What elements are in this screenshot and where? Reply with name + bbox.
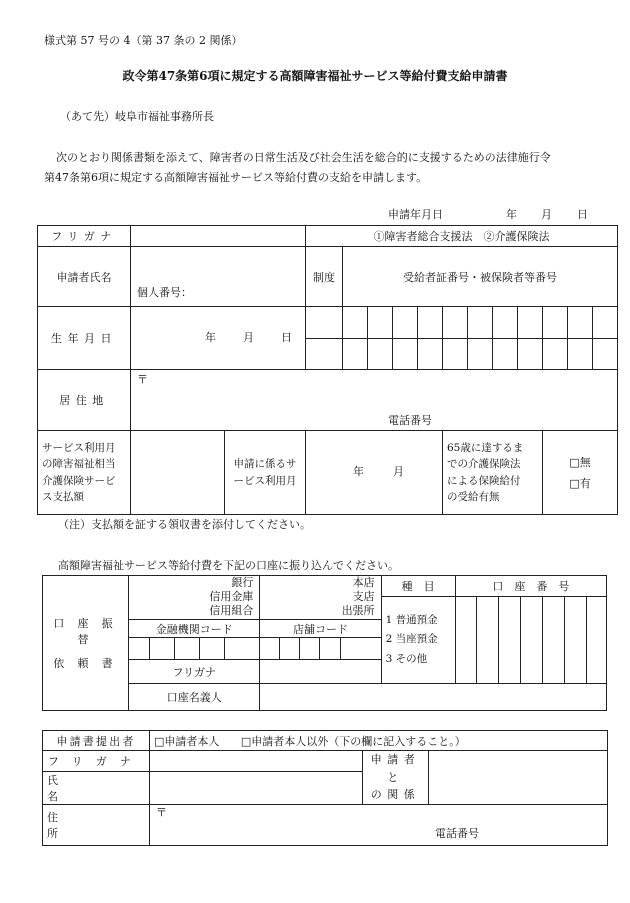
age65-label-line: による保険給付 bbox=[447, 474, 521, 487]
number-digit-cell[interactable] bbox=[368, 338, 393, 370]
submitter-name-label-text: 氏名 bbox=[47, 774, 120, 803]
service-month-year: 年 bbox=[353, 465, 364, 478]
institution-code-cell[interactable] bbox=[175, 638, 200, 660]
application-date-label: 申請年月日 bbox=[388, 208, 443, 221]
system-cell[interactable] bbox=[306, 338, 343, 370]
age65-label-line: の受給有無 bbox=[447, 490, 500, 503]
number-digit-cell[interactable] bbox=[393, 338, 418, 370]
number-digit-cell[interactable] bbox=[418, 338, 443, 370]
transfer-intro: 高額障害福祉サービス等給付費を下記の口座に振り込んでください。 bbox=[58, 559, 399, 572]
submitter-furigana-label: フリガナ bbox=[43, 751, 150, 772]
receipt-note: （注）支払額を証する領収書を添付してください。 bbox=[58, 518, 311, 531]
number-digit-cell[interactable] bbox=[468, 338, 493, 370]
option-yes-checkbox[interactable]: □有 bbox=[569, 476, 591, 490]
service-amount-label-line: の障害福祉相当 bbox=[42, 458, 116, 471]
service-month-field[interactable] bbox=[306, 431, 443, 515]
service-amount-label-line: 介護保険サービ bbox=[42, 474, 116, 487]
branch-code-cell[interactable] bbox=[340, 638, 381, 660]
number-digit-cell[interactable] bbox=[343, 307, 368, 339]
service-amount-label bbox=[38, 431, 131, 515]
branch-code-cell[interactable] bbox=[320, 638, 340, 660]
service-month-label bbox=[225, 431, 306, 515]
form-number: 様式第 57 号の 4（第 37 条の 2 関係） bbox=[44, 34, 243, 47]
age65-label-line: 65歳に達するま bbox=[447, 441, 524, 454]
recipient-number-label: 受給者証番号・被保険者等番号 bbox=[343, 247, 618, 307]
submitter-furigana-field[interactable] bbox=[150, 751, 363, 772]
submitter-self-checkbox[interactable]: □申請者本人 bbox=[154, 734, 220, 748]
furigana-label: フリガナ bbox=[38, 226, 131, 247]
submitter-phone-label: 電話番号 bbox=[435, 827, 479, 840]
intro-line-1: 次のとおり関係書類を添えて、障害者の日常生活及び社会生活を総合的に支援するための法律施行令 bbox=[56, 151, 551, 164]
number-digit-cell[interactable] bbox=[568, 307, 593, 339]
service-month-month: 月 bbox=[393, 465, 404, 478]
bank-table bbox=[42, 575, 607, 711]
institution-code-cell[interactable] bbox=[150, 638, 175, 660]
submitter-label: 申請書提出者 bbox=[43, 731, 150, 751]
institution-code-cell[interactable] bbox=[129, 638, 150, 660]
submitter-name-field[interactable] bbox=[150, 772, 363, 805]
service-amount-label-line: サービス利用月 bbox=[42, 441, 116, 454]
number-digit-cell[interactable] bbox=[393, 307, 418, 339]
submitter-postal-mark: 〒 bbox=[156, 806, 167, 819]
number-digit-cell[interactable] bbox=[493, 338, 518, 370]
submitter-address-label bbox=[43, 805, 150, 846]
branch-name-field[interactable] bbox=[260, 576, 381, 620]
submitter-name-label bbox=[43, 772, 150, 805]
branch-code-cell[interactable] bbox=[280, 638, 300, 660]
account-type-options bbox=[381, 597, 455, 684]
number-digit-cell[interactable] bbox=[593, 307, 618, 339]
number-digit-cell[interactable] bbox=[343, 338, 368, 370]
residence-field[interactable] bbox=[131, 370, 618, 431]
applicant-table bbox=[37, 225, 618, 515]
intro-line-2: 第47条第6項に規定する高額障害福祉サービス等給付費の支給を申請します。 bbox=[44, 171, 428, 184]
application-date-month: 月 bbox=[541, 208, 552, 221]
birth-date-label: 生年月日 bbox=[38, 307, 131, 370]
bank-type-label: 信用金庫 bbox=[209, 589, 254, 603]
system-label: 制度 bbox=[306, 247, 343, 307]
holder-furigana-label: フリガナ bbox=[129, 660, 260, 684]
relation-label-line: の関係 bbox=[370, 788, 421, 802]
relation-label bbox=[363, 751, 429, 805]
birth-day: 日 bbox=[281, 331, 292, 344]
age65-options bbox=[543, 431, 618, 515]
number-digit-cell[interactable] bbox=[443, 338, 468, 370]
branch-type-label: 本店 bbox=[352, 576, 375, 589]
personal-number-label: 個人番号： bbox=[137, 286, 192, 299]
branch-type-label: 出張所 bbox=[341, 603, 375, 617]
relation-label-line: 申請者と bbox=[370, 753, 421, 784]
number-digit-cell[interactable] bbox=[468, 307, 493, 339]
number-digit-cell[interactable] bbox=[543, 338, 568, 370]
number-digit-cell[interactable] bbox=[593, 338, 618, 370]
type-option[interactable]: 1 普通預金 bbox=[385, 613, 438, 626]
number-digit-cell[interactable] bbox=[543, 307, 568, 339]
account-type-label: 種 目 bbox=[381, 576, 455, 597]
option-none-checkbox[interactable]: □無 bbox=[569, 455, 591, 469]
account-holder-label: 口座名義人 bbox=[129, 684, 260, 711]
account-digit-cell[interactable] bbox=[455, 597, 476, 684]
submitter-table bbox=[42, 730, 608, 846]
service-month-label-line: ービス利用月 bbox=[233, 474, 297, 487]
addressee: （あて先）岐阜市福祉事務所長 bbox=[60, 110, 214, 123]
age65-label bbox=[443, 431, 543, 515]
type-option[interactable]: 2 当座預金 bbox=[385, 633, 438, 646]
service-month-label-line: 申請に係るサ bbox=[233, 458, 297, 471]
service-amount-label-line: ス支払額 bbox=[42, 490, 84, 503]
bank-type-label: 信用組合 bbox=[209, 603, 254, 617]
number-digit-cell[interactable] bbox=[518, 338, 543, 370]
application-date-year: 年 bbox=[506, 208, 517, 221]
applicant-name-field[interactable] bbox=[131, 247, 306, 307]
transfer-request-line: 口座振替 bbox=[53, 617, 126, 646]
residence-label: 居住地 bbox=[38, 370, 131, 431]
birth-year: 年 bbox=[205, 331, 216, 344]
service-amount-field[interactable] bbox=[131, 431, 225, 515]
branch-code-label: 店舗コード bbox=[260, 620, 381, 638]
institution-code-cell[interactable] bbox=[200, 638, 225, 660]
number-digit-cell[interactable] bbox=[518, 307, 543, 339]
account-digit-cell[interactable] bbox=[520, 597, 542, 684]
bank-name-field[interactable] bbox=[129, 576, 260, 620]
number-digit-cell[interactable] bbox=[368, 307, 393, 339]
account-digit-cell[interactable] bbox=[476, 597, 498, 684]
account-digit-cell[interactable] bbox=[586, 597, 606, 684]
submitter-options bbox=[150, 731, 608, 751]
birth-date-field[interactable] bbox=[131, 307, 306, 370]
applicant-name-label: 申請者氏名 bbox=[38, 247, 131, 307]
submitter-other-checkbox[interactable]: □申請者本人以外（下の欄に記入すること。） bbox=[240, 734, 466, 748]
account-number-label: 口 座 番 号 bbox=[455, 576, 606, 597]
branch-code-cell[interactable] bbox=[260, 638, 280, 660]
account-holder-field[interactable] bbox=[260, 684, 607, 711]
phone-label: 電話番号 bbox=[388, 414, 432, 427]
number-digit-cell[interactable] bbox=[493, 307, 518, 339]
age65-label-line: での介護保険法 bbox=[447, 458, 521, 471]
transfer-request-label bbox=[43, 576, 129, 711]
number-digit-cell[interactable] bbox=[418, 307, 443, 339]
branch-code-cell[interactable] bbox=[300, 638, 320, 660]
holder-furigana-field[interactable] bbox=[260, 660, 381, 684]
account-digit-cell[interactable] bbox=[498, 597, 520, 684]
application-date-day: 日 bbox=[577, 208, 588, 221]
submitter-address-label-text: 住所 bbox=[47, 811, 120, 840]
type-option[interactable]: 3 その他 bbox=[385, 652, 428, 665]
institution-code-label: 金融機関コード bbox=[129, 620, 260, 638]
furigana-field[interactable] bbox=[131, 226, 306, 247]
birth-month: 月 bbox=[243, 331, 254, 344]
branch-type-label: 支店 bbox=[352, 589, 375, 603]
relation-field[interactable] bbox=[429, 751, 608, 805]
transfer-request-line: 依頼書 bbox=[53, 657, 126, 670]
number-digit-cell[interactable] bbox=[568, 338, 593, 370]
postal-mark: 〒 bbox=[137, 373, 148, 386]
number-digit-cell[interactable] bbox=[443, 307, 468, 339]
bank-type-label: 銀行 bbox=[231, 576, 254, 589]
institution-code-cell[interactable] bbox=[225, 638, 260, 660]
system-cell[interactable] bbox=[306, 307, 343, 339]
account-digit-cell[interactable] bbox=[564, 597, 586, 684]
law-options: ①障害者総合支援法 ②介護保険法 bbox=[306, 226, 618, 247]
page-title: 政令第47条第6項に規定する高額障害福祉サービス等給付費支給申請書 bbox=[122, 69, 508, 83]
submitter-address-field[interactable] bbox=[150, 805, 608, 846]
account-digit-cell[interactable] bbox=[542, 597, 564, 684]
